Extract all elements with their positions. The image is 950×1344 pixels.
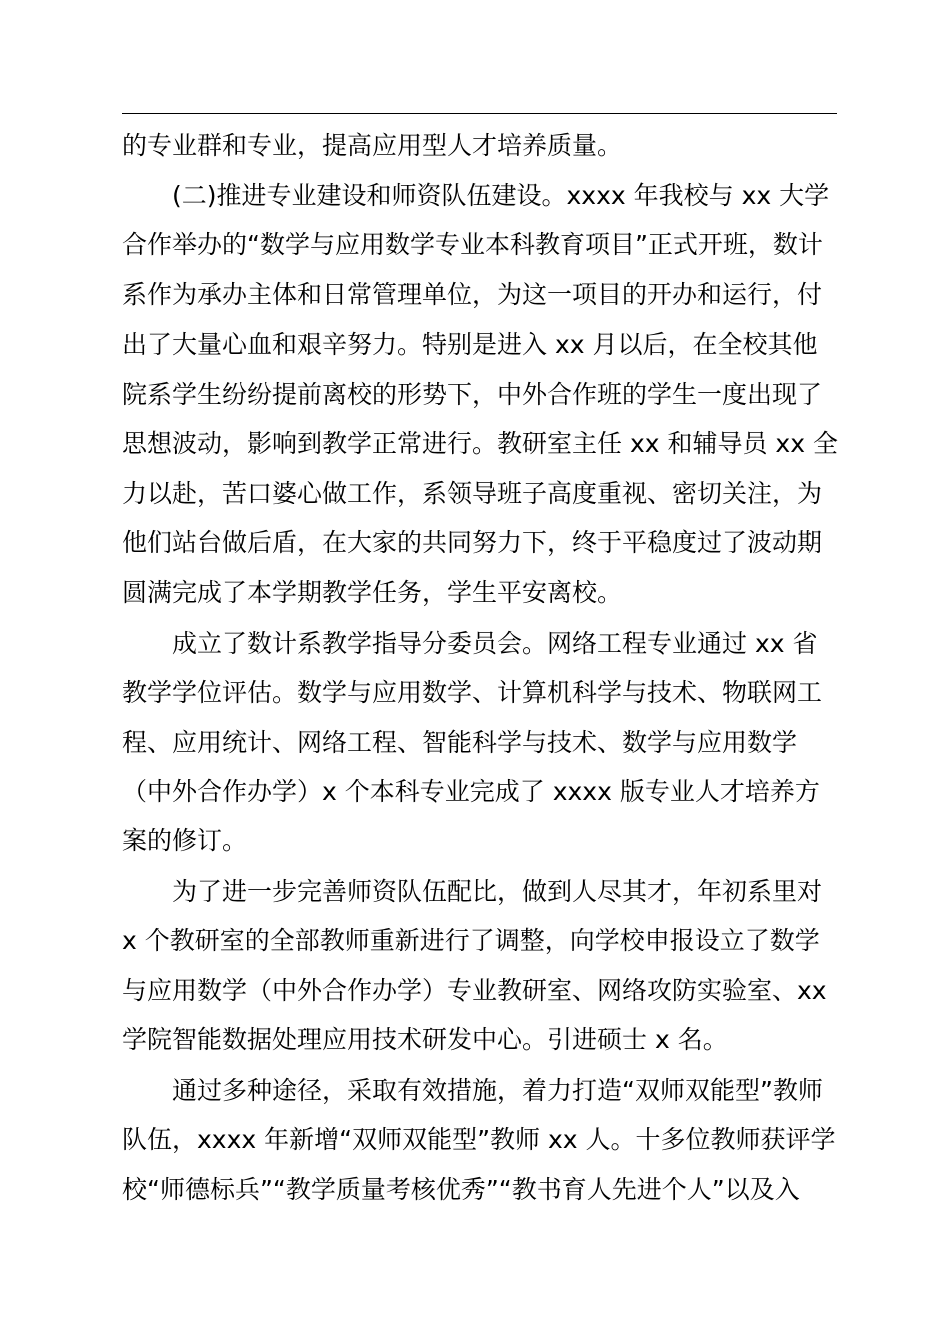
text-line: 队伍，xxxx 年新增“双师双能型”教师 xx 人。十多位教师获评学	[122, 1125, 836, 1154]
text-line: （中外合作办学）x 个本科专业完成了 xxxx 版专业人才培养方	[122, 777, 820, 806]
text-line: 合作举办的“数学与应用数学专业本科教育项目”正式开班，数计	[122, 230, 823, 259]
text-line: 教学学位评估。数学与应用数学、计算机科学与技术、物联网工	[122, 678, 823, 707]
text-line: 学院智能数据处理应用技术研发中心。引进硕士 x 名。	[122, 1025, 728, 1054]
text-line: 为了进一步完善师资队伍配比，做到人尽其才，年初系里对	[172, 877, 823, 906]
text-line: 校“师德标兵”“教学质量考核优秀”“教书育人先进个人”以及入	[122, 1175, 800, 1204]
text-line: x 个教研室的全部教师重新进行了调整，向学校申报设立了数学	[122, 926, 820, 955]
text-line: 与应用数学（中外合作办学）专业教研室、网络攻防实验室、xx	[122, 976, 827, 1005]
text-line: 成立了数计系教学指导分委员会。网络工程专业通过 xx 省	[172, 629, 818, 658]
text-line: 系作为承办主体和日常管理单位，为这一项目的开办和运行，付	[122, 280, 823, 309]
text-line: 程、应用统计、网络工程、智能科学与技术、数学与应用数学	[122, 728, 798, 757]
text-line: 通过多种途径，采取有效措施，着力打造“双师双能型”教师	[172, 1076, 823, 1105]
text-line: 的专业群和专业，提高应用型人才培养质量。	[122, 131, 623, 160]
text-line: 圆满完成了本学期教学任务，学生平安离校。	[122, 578, 623, 607]
text-line: 思想波动，影响到教学正常进行。教研室主任 xx 和辅导员 xx 全	[122, 429, 838, 458]
text-line: 力以赴，苦口婆心做工作，系领导班子高度重视、密切关注，为	[122, 479, 823, 508]
text-line: 案的修订。	[122, 826, 248, 855]
text-line: 出了大量心血和艰辛努力。特别是进入 xx 月以后，在全校其他	[122, 330, 818, 359]
text-line: 他们站台做后盾，在大家的共同努力下，终于平稳度过了波动期	[122, 528, 823, 557]
header-rule	[122, 113, 837, 114]
text-line: 院系学生纷纷提前离校的形势下，中外合作班的学生一度出现了	[122, 380, 823, 409]
text-line: (二)推进专业建设和师资队伍建设。xxxx 年我校与 xx 大学	[172, 181, 830, 210]
